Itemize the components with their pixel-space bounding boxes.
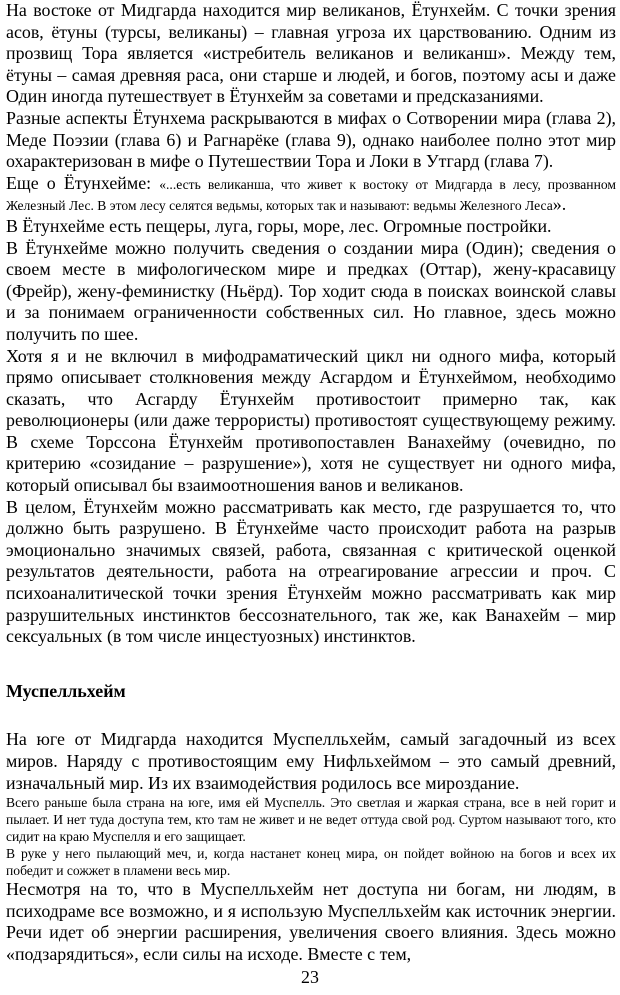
quote-lead: Еще о Ётунхейме:: [6, 172, 160, 193]
quote-close-mark: ».: [552, 194, 567, 215]
document-page: [6, 0, 616, 966]
paragraph-jotunheim-quote: [6, 173, 616, 216]
quote-open-mark: «: [159, 176, 167, 192]
paragraph-jotunheim-landscape: В Ётунхейме есть пещеры, луга, горы, море, лес. Огромные постройки.: [6, 215, 552, 236]
paragraph-jotunheim-intro: На востоке от Мидгарда находится мир великанов, Ётунхейм. С точки зрения асов, ётуны (турсы, великаны) – главная угроза их царствованию. Одним из прозвищ Тора является «истребитель великанов и великанш». Между тем, ётуны – самая древняя раса, они старше и людей, и богов, поэтому асы и даже Один иногда путешествует в Ётунхейм за советами и предсказаниями.: [6, 0, 616, 107]
paragraph-jotunheim-knowledge: В Ётунхейме можно получить сведения о создании мира (Один); сведения о своем месте в мифологическом мире и предках (Оттар), жену-красавицу (Фрейр), жену-феминистку (Ньёрд). Тор ходит сюда в поисках воинской славы и за понимаем ограниченности собственных сил. Но главное, здесь можно получить по шее.: [6, 237, 616, 344]
quote-text-iron-forest: ...есть великанша, что живет к востоку от Мидгарда в лесу, прозванном Железный Лес. В этом лесу селятся ведьмы, которых так и называют: ведьмы Железного Леса: [6, 176, 616, 214]
quote-muspell-land: Всего раньше была страна на юге, имя ей Муспелль. Это светлая и жаркая страна, все в ней горит и пылает. И нет туда доступа тем, кто там не живет и не ведет оттуда свой род. Суртом называют того, кто сидит на краю Муспелля и его защищает.: [6, 795, 616, 845]
paragraph-muspelheim-intro: На юге от Мидгарда находится Муспелльхейм, самый загадочный из всех миров. Наряду с противостоящим ему Нифльхеймом – это самый древний, изначальный мир. Из их взаимодействия родилось все мироздание.: [6, 729, 616, 793]
paragraph-jotunheim-conflict: Хотя я и не включил в мифодраматический цикл ни одного мифа, который прямо описывает столкновения между Асгардом и Ётунхеймом, необходимо сказать, что Асгарду Ётунхейм противостоит примерно так, как революционеры (или даже террористы) противостоят существующему режиму. В схеме Торссона Ётунхейм противопоставлен Ванахейму (очевидно, по критерию «созидание – разрушение»), хотя не существует ни одного мифа, который описывал бы взаимоотношения ванов и великанов.: [6, 345, 616, 496]
paragraph-jotunheim-myths: Разные аспекты Ётунхема раскрываются в мифах о Сотворении мира (глава 2), Меде Поэзии (глава 6) и Рагнарёке (глава 9), однако наиболее полно этот мир охарактеризован в мифе о Путешествии Тора и Локи в Утгард (глава 7).: [6, 107, 616, 172]
page-number: 23: [301, 967, 319, 987]
section-heading-muspelheim: Муспелльхейм: [6, 680, 126, 701]
quote-surt-sword: В руке у него пылающий меч, и, когда настанет конец мира, он пойдет войною на богов и всех их победит и сожжет в пламени весь мир.: [6, 846, 616, 879]
paragraph-muspelheim-psychodrama: Несмотря на то, что в Муспелльхейм нет доступа ни богам, ни людям, в психодраме все возможно, и я использую Муспелльхейм как источник энергии. Речи идет об энергии расширения, увеличения своего влияния. Здесь можно «подзарядиться», если силы на исходе. Вместе с тем,: [6, 879, 616, 964]
paragraph-jotunheim-summary: В целом, Ётунхейм можно рассматривать как место, где разрушается то, что должно быть разрушено. В Ётунхейме часто происходит работа на разрыв эмоционально значимых связей, работа, связанная с критической оценкой результатов деятельности, работа на отреагирование агрессии и проч. С психоаналитической точки зрения Ётунхейм можно рассматривать как мир разрушительных инстинктов бессознательного, так же, как Ванахейм – мир сексуальных (в том числе инцестуозных) инстинктов.: [6, 496, 616, 647]
